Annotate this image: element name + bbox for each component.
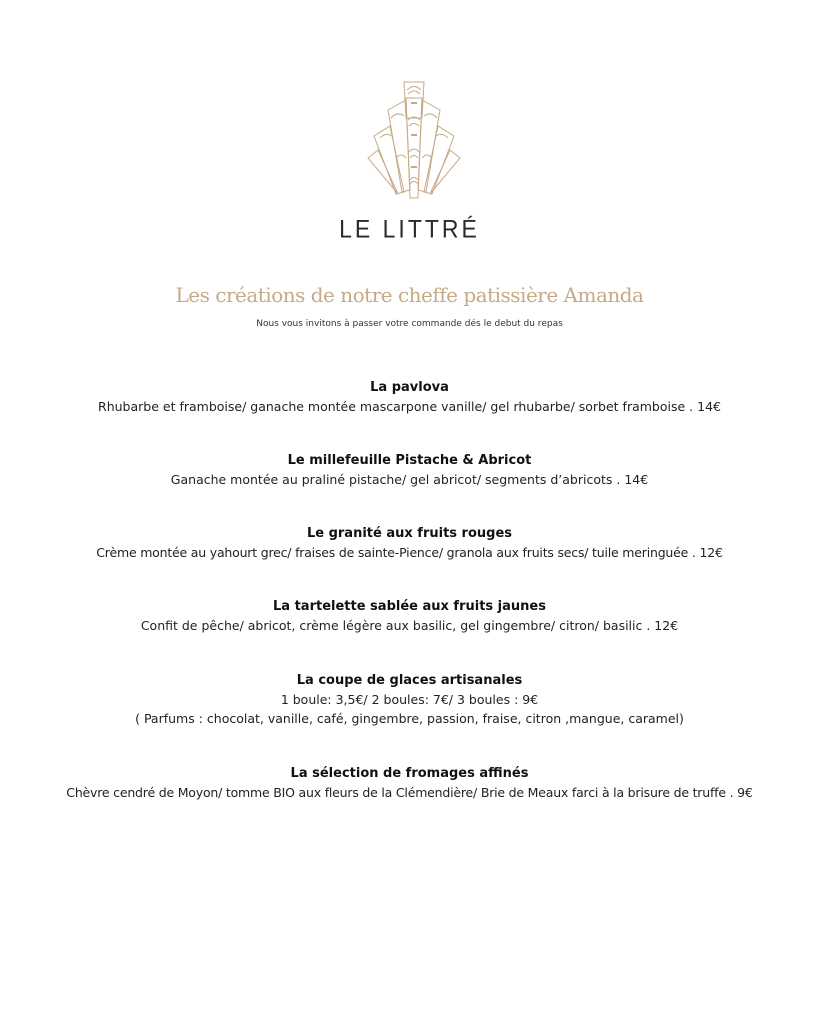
menu-item-description: 1 boule: 3,5€/ 2 boules: 7€/ 3 boules : 9€	[280, 692, 539, 707]
menu-item-description: Confit de pêche/ abricot, crème légère aux basilic, gel gingembre/ citron/ basilic . 12€	[140, 618, 679, 633]
menu-item-title: La tartelette sablée aux fruits jaunes	[273, 599, 546, 614]
menu-item-description: Chèvre cendré de Moyon/ tomme BIO aux fleurs de la Clémendière/ Brie de Meaux farci à la brisure de truffe . 9€	[66, 785, 753, 800]
menu-item	[0, 597, 819, 635]
brand-name: LE LITTRÉ	[339, 214, 480, 244]
menu-item-description: Ganache montée au praliné pistache/ gel abricot/ segments d’abricots . 14€	[170, 472, 649, 487]
menu-item-title: Le granité aux fruits rouges	[306, 526, 513, 541]
le-littre-logo	[366, 80, 462, 202]
page-title: Les créations de notre cheffe patissière Amanda	[175, 283, 644, 307]
menu-item	[0, 378, 819, 416]
menu-item-title: La sélection de fromages affinés	[290, 766, 529, 781]
menu-item-description: Crème montée au yahourt grec/ fraises de sainte-Pience/ granola aux fruits secs/ tuile meringuée . 12€	[96, 545, 723, 560]
menu-item	[0, 451, 819, 489]
menu-item-description: Rhubarbe et framboise/ ganache montée mascarpone vanille/ gel rhubarbe/ sorbet framboise . 14€	[98, 399, 721, 414]
menu-item-title: Le millefeuille Pistache & Abricot	[287, 453, 532, 468]
menu-item	[0, 671, 819, 728]
menu-item	[0, 524, 819, 562]
menu-item-title: La pavlova	[370, 380, 449, 395]
page-subtitle: Nous vous invitons à passer votre commande dés le debut du repas	[256, 319, 563, 329]
menu-item	[0, 764, 819, 802]
menu-item-title: La coupe de glaces artisanales	[296, 673, 523, 688]
menu-item-description: ( Parfums : chocolat, vanille, café, gingembre, passion, fraise, citron ,mangue, caramel)	[135, 711, 684, 726]
